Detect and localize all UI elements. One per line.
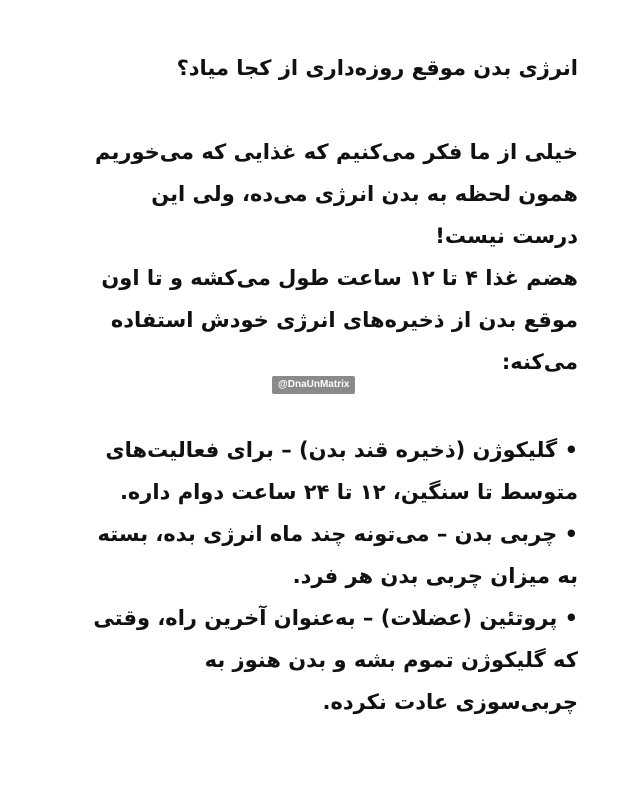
bullet-fat-line-1: • چربی بدن – می‌تونه چند ماه انرژی بده، بسته [97, 522, 578, 546]
text-line-5: موقع بدن از ذخیره‌های انرژی خودش استفاده [110, 308, 578, 332]
text-line-4: هضم غذا ۴ تا ۱۲ ساعت طول می‌کشه و تا اون [101, 266, 578, 290]
text-line-3: درست نیست! [435, 224, 578, 248]
bullet-glycogen-line-2: متوسط تا سنگین، ۱۲ تا ۲۴ ساعت دوام داره. [119, 480, 578, 504]
bullet-protein-line-3: چربی‌سوزی عادت نکرده. [322, 690, 578, 714]
bullet-protein-line-2: که گلیکوژن تموم بشه و بدن هنوز به [204, 648, 578, 672]
text-line-1: خیلی از ما فکر می‌کنیم که غذایی که می‌خوریم [95, 140, 578, 164]
post-title: انرژی بدن موقع روزه‌داری از کجا میاد؟ [176, 56, 578, 80]
bullet-protein-line-1: • پروتئین (عضلات) – به‌عنوان آخرین راه، وقتی [93, 606, 578, 630]
watermark-badge: @DnaUnMatrix [272, 376, 355, 394]
text-line-6: می‌کنه: [501, 350, 578, 374]
bullet-fat-line-2: به میزان چربی بدن هر فرد. [292, 564, 578, 588]
bullet-glycogen-line-1: • گلیکوژن (ذخیره قند بدن) – برای فعالیت‌های [105, 438, 578, 462]
text-line-2: همون لحظه به بدن انرژی می‌ده، ولی این [151, 182, 578, 206]
